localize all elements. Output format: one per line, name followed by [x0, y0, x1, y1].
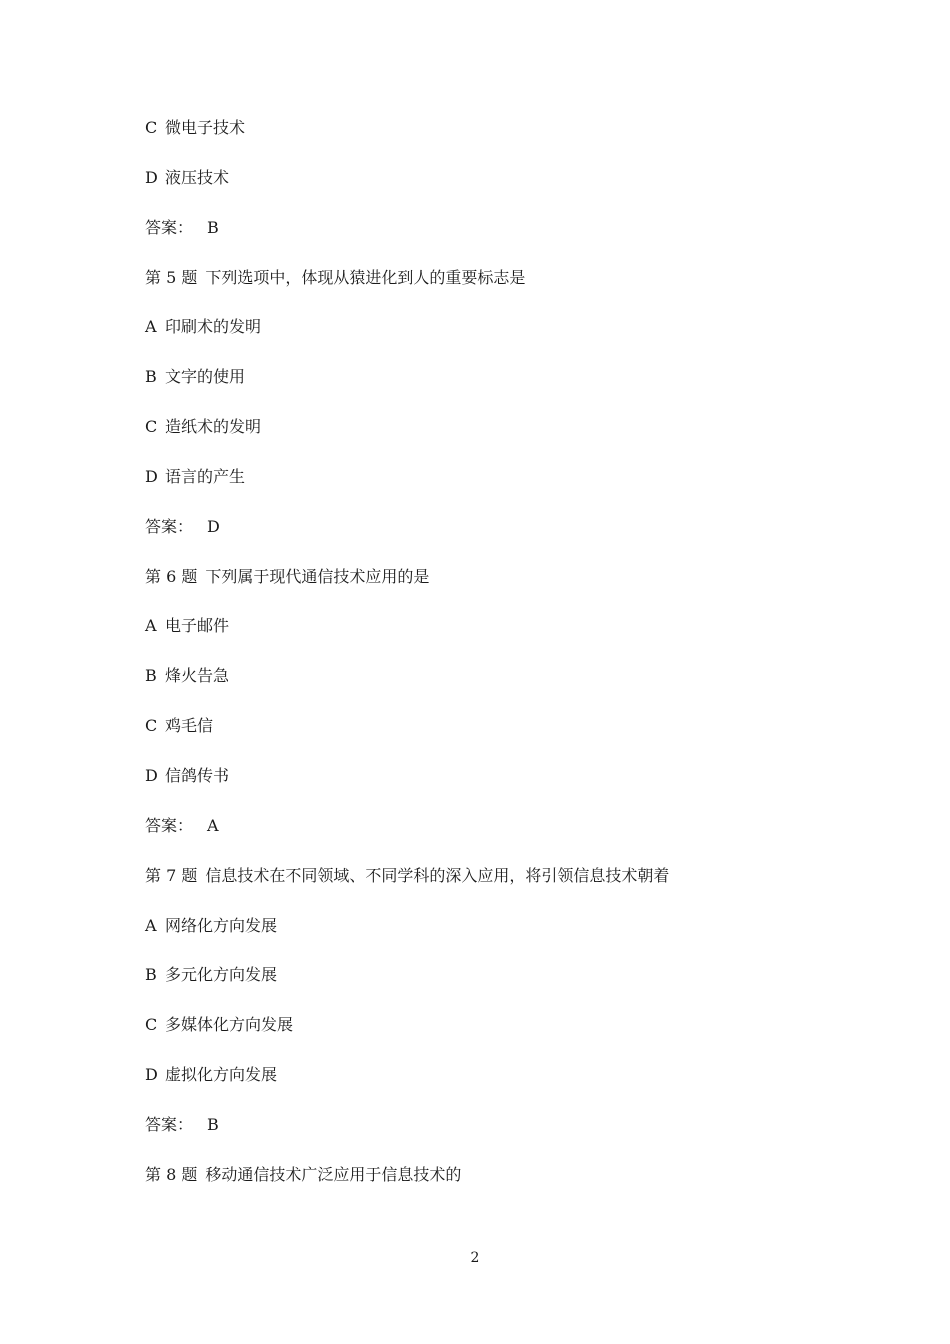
option-text: 电子邮件 — [165, 616, 230, 636]
option-line — [145, 1060, 845, 1110]
option-line — [145, 312, 845, 362]
option-letter: B — [145, 965, 157, 985]
answer-label: 答案： — [145, 217, 194, 237]
option-line — [145, 611, 845, 661]
option-letter: A — [145, 915, 157, 935]
answer-value: B — [207, 217, 219, 237]
option-line — [145, 163, 845, 213]
answer-value: B — [207, 1114, 219, 1134]
option-line — [145, 462, 845, 512]
option-line — [145, 911, 845, 961]
option-text: 多媒体化方向发展 — [165, 1015, 294, 1035]
option-letter: A — [145, 317, 157, 337]
option-line — [145, 960, 845, 1010]
question-number: 第 6 题 — [145, 566, 198, 586]
option-letter: A — [145, 616, 157, 636]
option-letter: D — [145, 765, 158, 785]
option-letter: C — [145, 118, 158, 137]
question-text: 信息技术在不同领域、不同学科的深入应用，将引领信息技术朝着 — [205, 865, 670, 885]
option-text: 语言的产生 — [165, 466, 246, 486]
answer-line — [145, 512, 845, 562]
option-line — [145, 362, 845, 412]
answer-label: 答案： — [145, 516, 194, 536]
option-text: 微电子技术 — [165, 118, 246, 137]
option-line — [145, 1010, 845, 1060]
answer-line — [145, 811, 845, 861]
option-text: 信鸽传书 — [165, 765, 230, 785]
option-letter: D — [145, 167, 158, 187]
option-line — [145, 661, 845, 711]
answer-line — [145, 1110, 845, 1160]
question-line — [145, 263, 845, 313]
page-number: 2 — [470, 1250, 480, 1266]
option-letter: C — [145, 1015, 158, 1035]
option-letter: C — [145, 716, 158, 736]
answer-label: 答案： — [145, 815, 194, 835]
option-letter: D — [145, 1065, 158, 1085]
question-text: 下列属于现代通信技术应用的是 — [205, 566, 430, 586]
option-letter: B — [145, 367, 157, 387]
answer-value: A — [207, 815, 219, 835]
question-text: 下列选项中，体现从猿进化到人的重要标志是 — [205, 267, 526, 287]
option-text: 印刷术的发明 — [165, 317, 262, 337]
option-line — [145, 113, 845, 163]
quiz-content — [145, 113, 845, 1210]
question-number: 第 5 题 — [145, 267, 198, 287]
question-line — [145, 562, 845, 612]
answer-value: D — [207, 516, 220, 536]
option-text: 网络化方向发展 — [165, 915, 278, 935]
option-text: 鸡毛信 — [165, 716, 214, 736]
option-text: 液压技术 — [165, 167, 230, 187]
question-number: 第 7 题 — [145, 865, 198, 885]
option-letter: B — [145, 666, 157, 686]
option-line — [145, 711, 845, 761]
question-number: 第 8 题 — [145, 1164, 198, 1184]
option-text: 文字的使用 — [165, 367, 246, 387]
option-text: 虚拟化方向发展 — [165, 1065, 278, 1085]
option-line — [145, 761, 845, 811]
question-text: 移动通信技术广泛应用于信息技术的 — [205, 1164, 462, 1184]
option-text: 多元化方向发展 — [165, 965, 278, 985]
answer-label: 答案： — [145, 1114, 194, 1134]
question-line — [145, 1160, 845, 1210]
question-line — [145, 861, 845, 911]
option-text: 造纸术的发明 — [165, 417, 262, 437]
option-letter: C — [145, 417, 158, 437]
option-text: 烽火告急 — [165, 666, 230, 686]
option-letter: D — [145, 466, 158, 486]
option-line — [145, 412, 845, 462]
answer-line — [145, 213, 845, 263]
